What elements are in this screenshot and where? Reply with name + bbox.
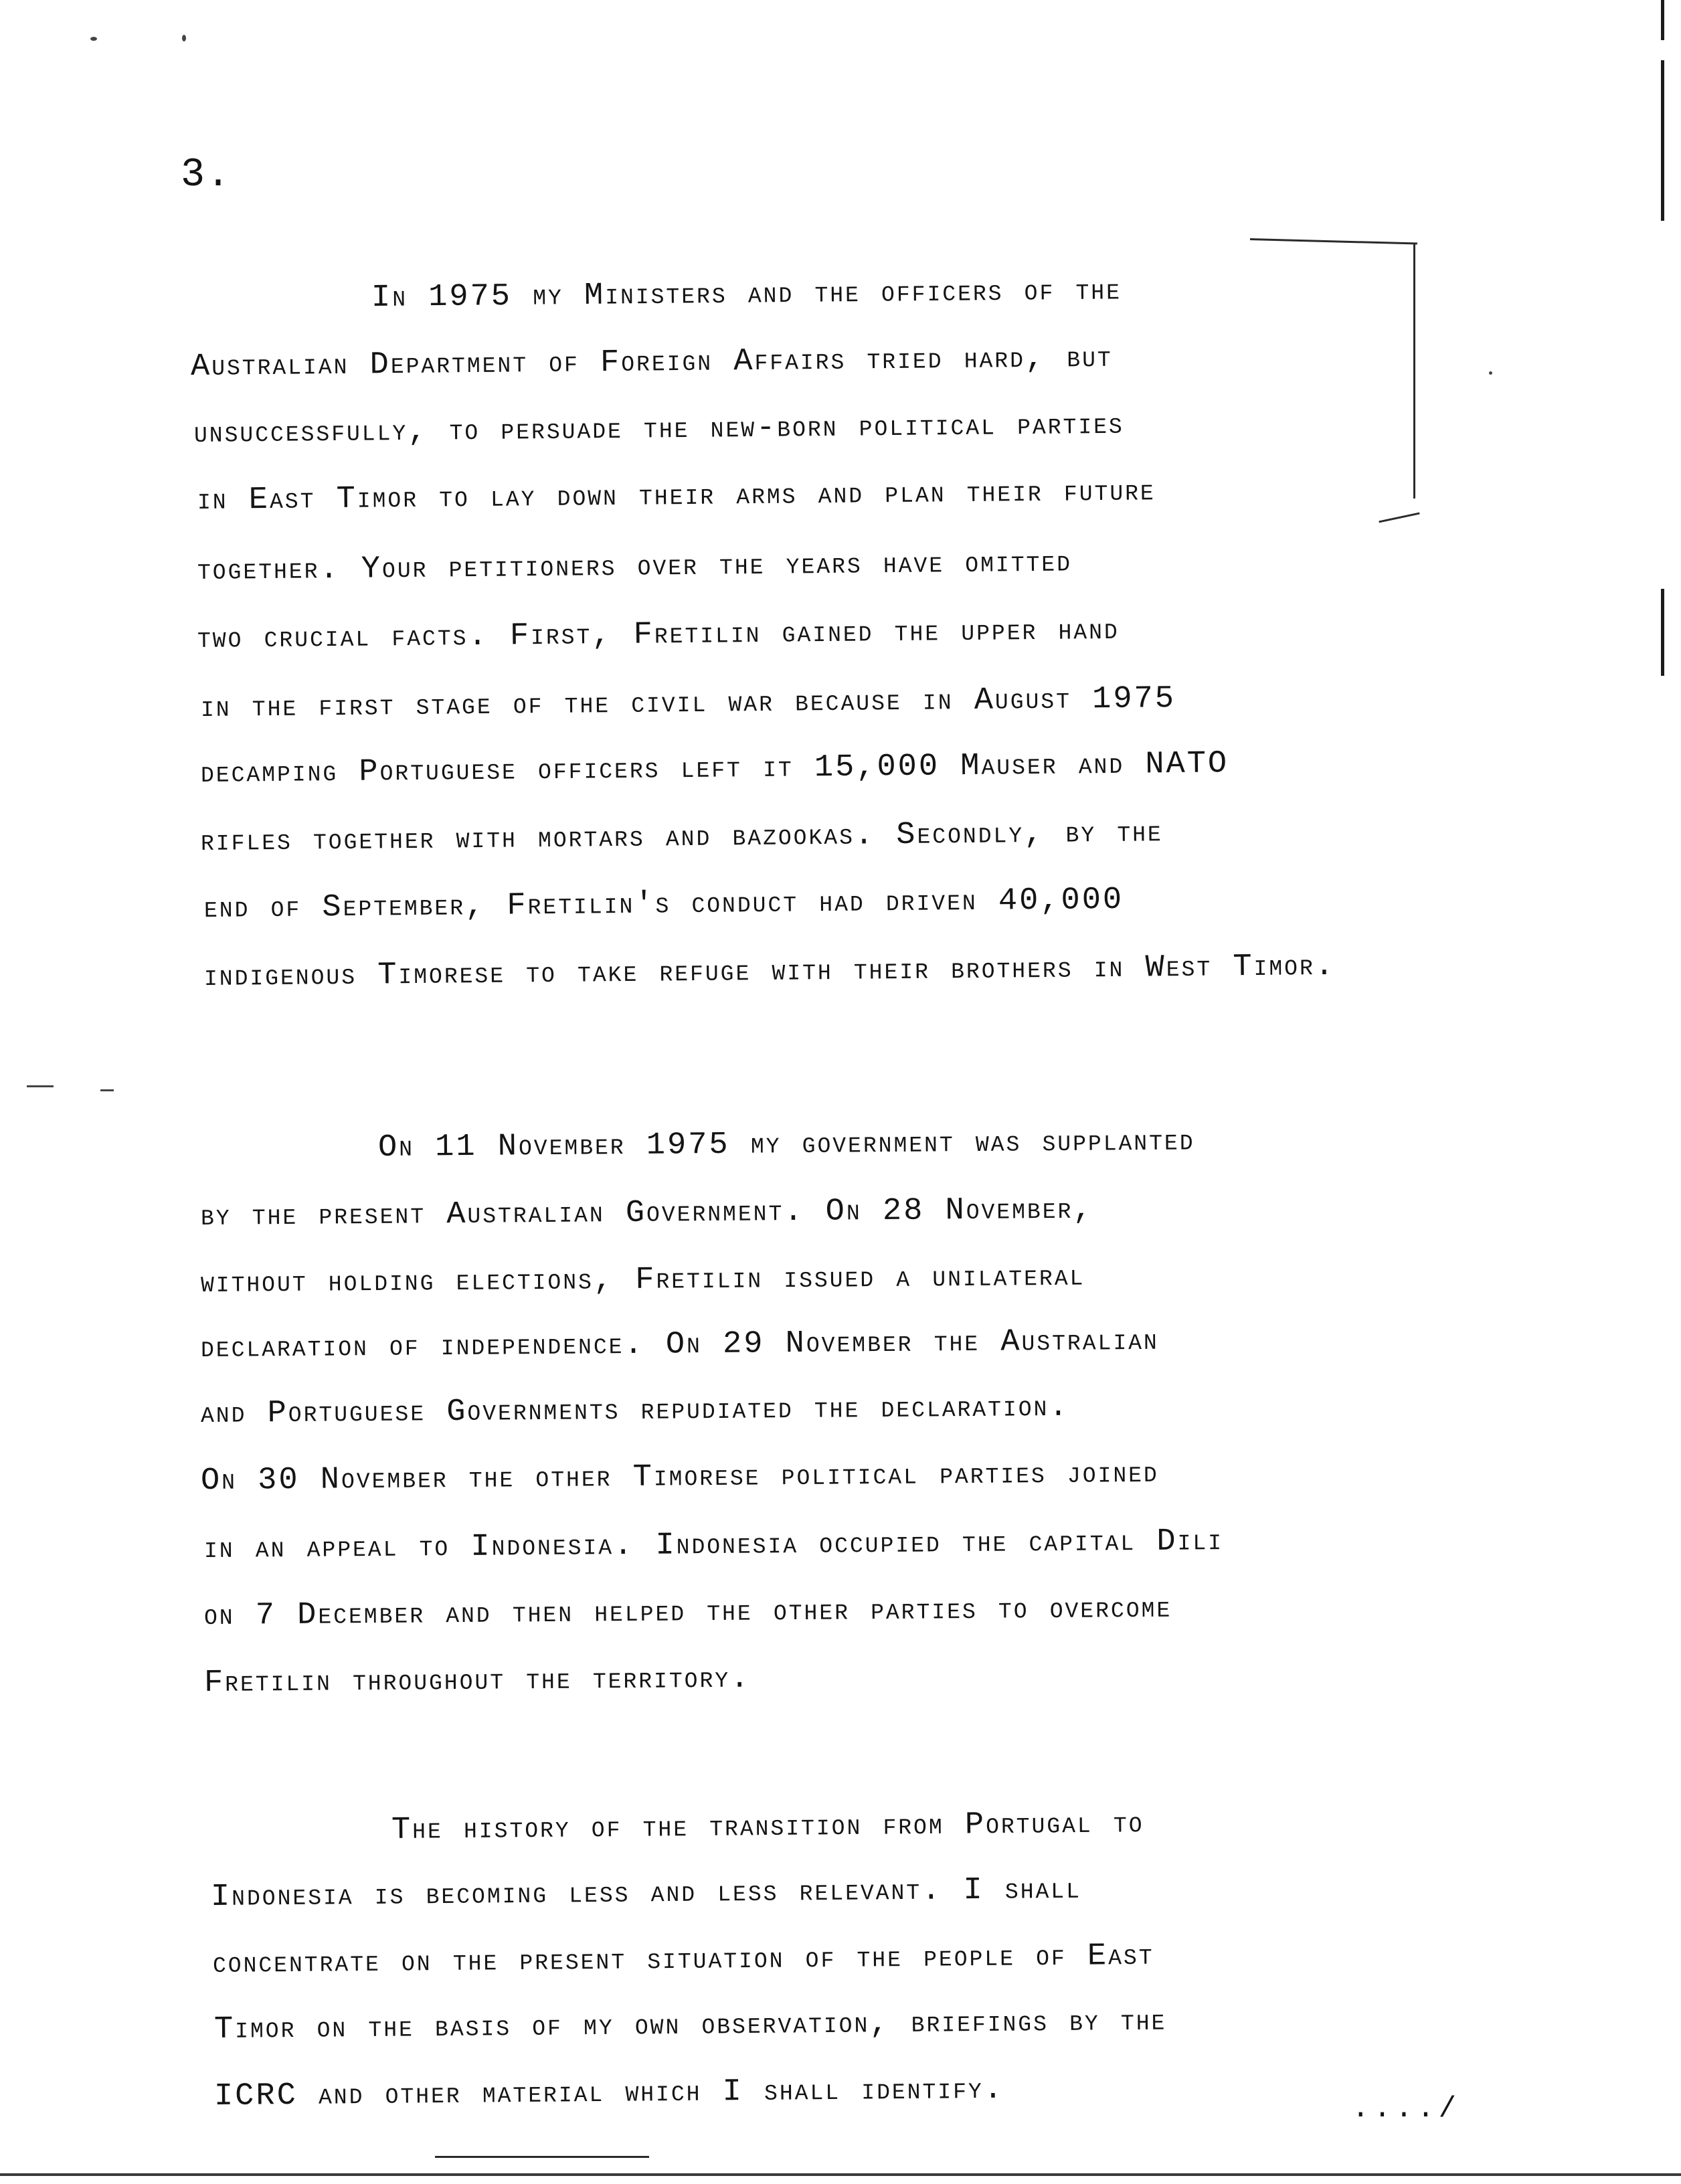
paragraph-line: Australian Department of Foreign Affairs tried hard, but (190, 340, 1113, 385)
scan-bottom-dash (435, 2156, 649, 2158)
scan-speck (100, 1089, 114, 1091)
paragraph-line: together. Your petitioners over the years have omitted (197, 545, 1073, 589)
paragraph-line: in the first stage of the civil war because in August 1975 (200, 681, 1176, 726)
page-number: 3. (181, 153, 232, 198)
paragraph-line: in an appeal to Indonesia. Indonesia occupied the capital Dili (203, 1524, 1224, 1567)
margin-bracket (1413, 244, 1415, 498)
paragraph-line: declaration of independence. On 29 November the Australian (200, 1323, 1159, 1366)
continuation-mark: ..../ (1352, 2092, 1461, 2126)
paragraph-line: On 11 November 1975 my government was supplanted (377, 1123, 1195, 1166)
paragraph-line: ICRC and other material which I shall identify. (213, 2072, 1005, 2114)
margin-bracket-top (1250, 238, 1417, 245)
paragraph-line: Timor on the basis of my own observation, briefings by the (213, 2003, 1167, 2047)
margin-bracket-tail (1379, 513, 1419, 523)
scan-edge-mark (1661, 0, 1664, 40)
scan-speck (182, 35, 186, 41)
scan-speck (27, 1085, 54, 1087)
paragraph-line: Fretilin throughout the territory. (203, 1661, 751, 1701)
scan-speck (1489, 371, 1492, 375)
scan-edge-mark (1661, 60, 1664, 221)
paragraph-line: On 30 November the other Timorese political parties joined (200, 1455, 1159, 1499)
paragraph-line: The history of the transition from Portugal to (391, 1806, 1144, 1848)
paragraph-line: in East Timor to lay down their arms and plan their future (197, 474, 1156, 519)
paragraph-line: end of September, Fretilin's conduct had driven 40,000 (203, 882, 1124, 927)
paragraph-line: on 7 December and then helped the other parties to overcome (203, 1590, 1172, 1634)
paragraph-line: two crucial facts. First, Fretilin gained the upper hand (197, 612, 1120, 657)
paragraph-line: decamping Portuguese officers left it 15,000 Mauser and NATO (200, 746, 1229, 792)
scan-speck (90, 37, 97, 41)
paragraph-line: In 1975 my Ministers and the officers of the (371, 273, 1122, 316)
paragraph-line: indigenous Timorese to take refuge with their brothers in West Timor. (203, 948, 1336, 995)
scan-edge-mark (1661, 589, 1664, 676)
paragraph-line: and Portuguese Governments repudiated the declaration. (200, 1389, 1070, 1432)
paragraph-line: Indonesia is becoming less and less relevant. I shall (210, 1872, 1082, 1915)
paragraph-line: rifles together with mortars and bazookas. Secondly, by the (200, 815, 1164, 860)
scan-bottom-rule (0, 2173, 1681, 2176)
paragraph-line: without holding elections, Fretilin issued a unilateral (200, 1259, 1085, 1301)
paragraph-line: unsuccessfully, to persuade the new-born political parties (193, 407, 1125, 452)
paragraph-line: concentrate on the present situation of the people of East (212, 1938, 1154, 1982)
paragraph-line: by the present Australian Government. On 28 November, (200, 1192, 1094, 1235)
